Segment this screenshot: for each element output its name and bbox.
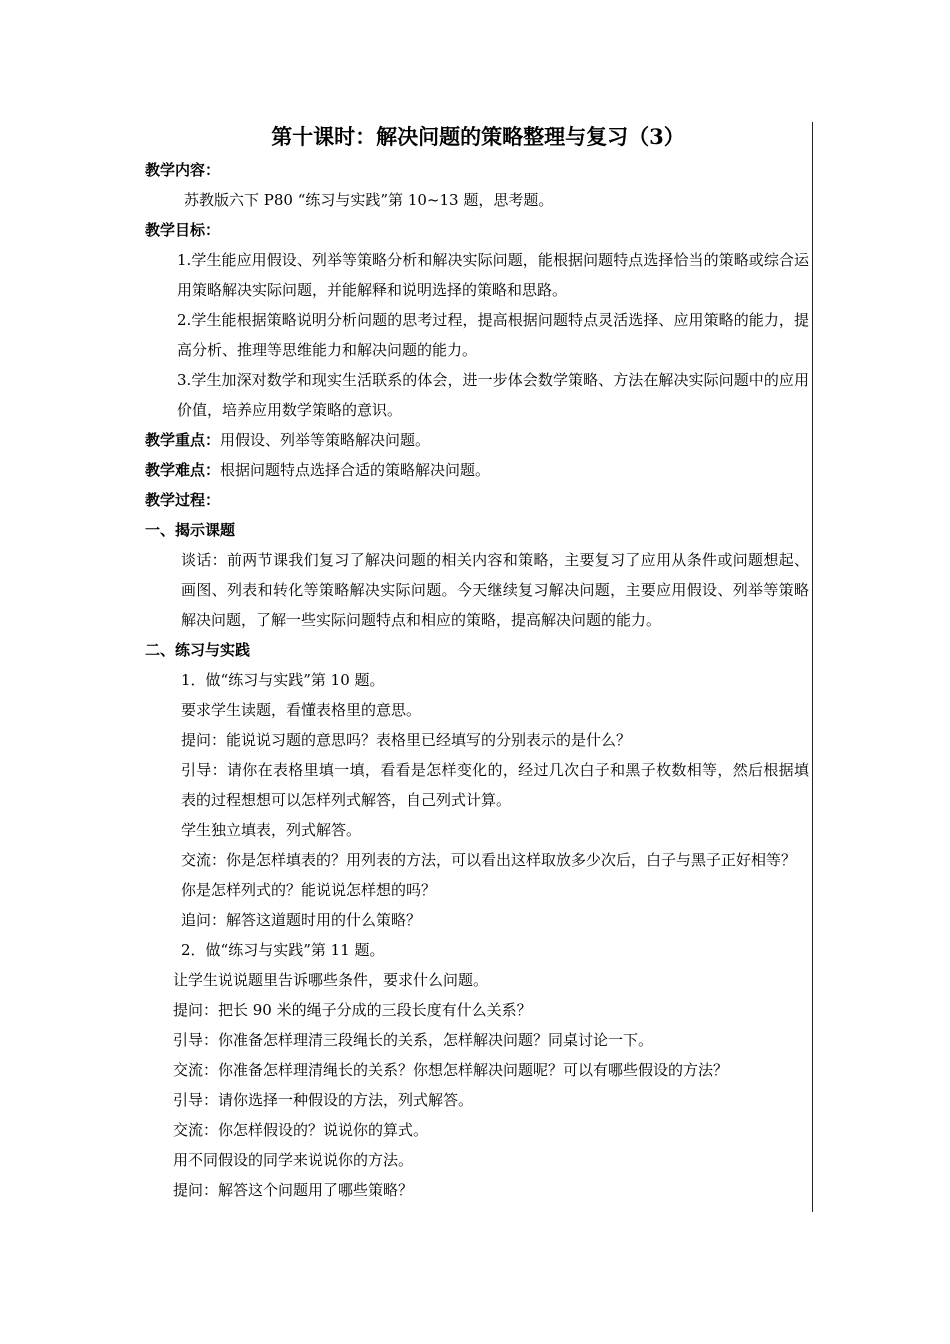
difficult-point-label: 教学难点： — [145, 461, 221, 479]
difficult-point — [145, 455, 809, 485]
section-1-paragraph: 谈话：前两节课我们复习了解决问题的相关内容和策略，主要复习了应用从条件或问题想起、画图、列表和转化等策略解决实际问题。今天继续复习解决问题，主要应用假设、列举等策略解决问题，了解一些实际问题特点和相应的策略，提高解决问题的能力。 — [181, 551, 809, 629]
teaching-content-heading: 教学内容： — [145, 161, 221, 179]
section-2-heading: 二、练习与实践 — [145, 641, 251, 659]
section-1-heading: 一、揭示课题 — [145, 521, 236, 539]
difficult-point-text: 根据问题特点选择合适的策略解决问题。 — [220, 461, 491, 479]
teaching-goals-heading: 教学目标： — [145, 221, 221, 239]
exercise-11-line: 用不同假设的同学来说说你的方法。 — [173, 1151, 414, 1169]
exercise-10-line: 学生独立填表，列式解答。 — [181, 821, 362, 839]
teaching-content-text: 苏教版六下 P80 “练习与实践”第 10~13 题，思考题。 — [184, 191, 554, 209]
exercise-11-line: 交流：你准备怎样理清绳长的关系？你想怎样解决问题呢？可以有哪些假设的方法？ — [173, 1061, 729, 1079]
document-body — [145, 155, 809, 1205]
goal-item-3: 3.学生加深对数学和现实生活联系的体会，进一步体会数学策略、方法在解决实际问题中的应用价值，培养应用数学策略的意识。 — [177, 371, 809, 419]
exercise-11-line: 引导：请你选择一种假设的方法，列式解答。 — [173, 1091, 474, 1109]
exercise-10-line: 提问：能说说习题的意思吗？表格里已经填写的分别表示的是什么？ — [181, 731, 632, 749]
exercise-10-title: 1．做“练习与实践”第 10 题。 — [181, 671, 385, 689]
key-point — [145, 425, 809, 455]
goal-item-2: 2.学生能根据策略说明分析问题的思考过程，提高根据问题特点灵活选择、应用策略的能力，提高分析、推理等思维能力和解决问题的能力。 — [177, 311, 809, 359]
exercise-10-line: 交流：你是怎样填表的？用列表的方法，可以看出这样取放多少次后，白子与黑子正好相等？ — [181, 851, 797, 869]
exercise-10-line: 你是怎样列式的？能说说怎样想的吗？ — [181, 881, 437, 899]
exercise-11-line: 提问：解答这个问题用了哪些策略？ — [173, 1181, 414, 1199]
key-point-text: 用假设、列举等策略解决问题。 — [220, 431, 431, 449]
right-margin-rule — [812, 122, 813, 1212]
exercise-10-line: 要求学生读题，看懂表格里的意思。 — [181, 701, 422, 719]
exercise-11-line: 引导：你准备怎样理清三段绳长的关系，怎样解决问题？同桌讨论一下。 — [173, 1031, 654, 1049]
exercise-11-line: 让学生说说题里告诉哪些条件，要求什么问题。 — [173, 971, 489, 989]
exercise-11-title: 2．做“练习与实践”第 11 题。 — [181, 941, 385, 959]
goal-item-1: 1.学生能应用假设、列举等策略分析和解决实际问题，能根据问题特点选择恰当的策略或综合运用策略解决实际问题，并能解释和说明选择的策略和思路。 — [177, 251, 809, 299]
key-point-label: 教学重点： — [145, 431, 221, 449]
exercise-11-line: 提问：把长 90 米的绳子分成的三段长度有什么关系？ — [173, 1001, 532, 1019]
exercise-10-line: 引导：请你在表格里填一填，看看是怎样变化的，经过几次白子和黑子枚数相等，然后根据填表的过程想想可以怎样列式解答，自己列式计算。 — [181, 761, 809, 809]
exercise-11-line: 交流：你怎样假设的？说说你的算式。 — [173, 1121, 429, 1139]
exercise-10-line: 追问：解答这道题时用的什么策略？ — [181, 911, 422, 929]
teaching-process-heading: 教学过程： — [145, 491, 221, 509]
page-title: 第十课时：解决问题的策略整理与复习（3） — [271, 124, 685, 149]
